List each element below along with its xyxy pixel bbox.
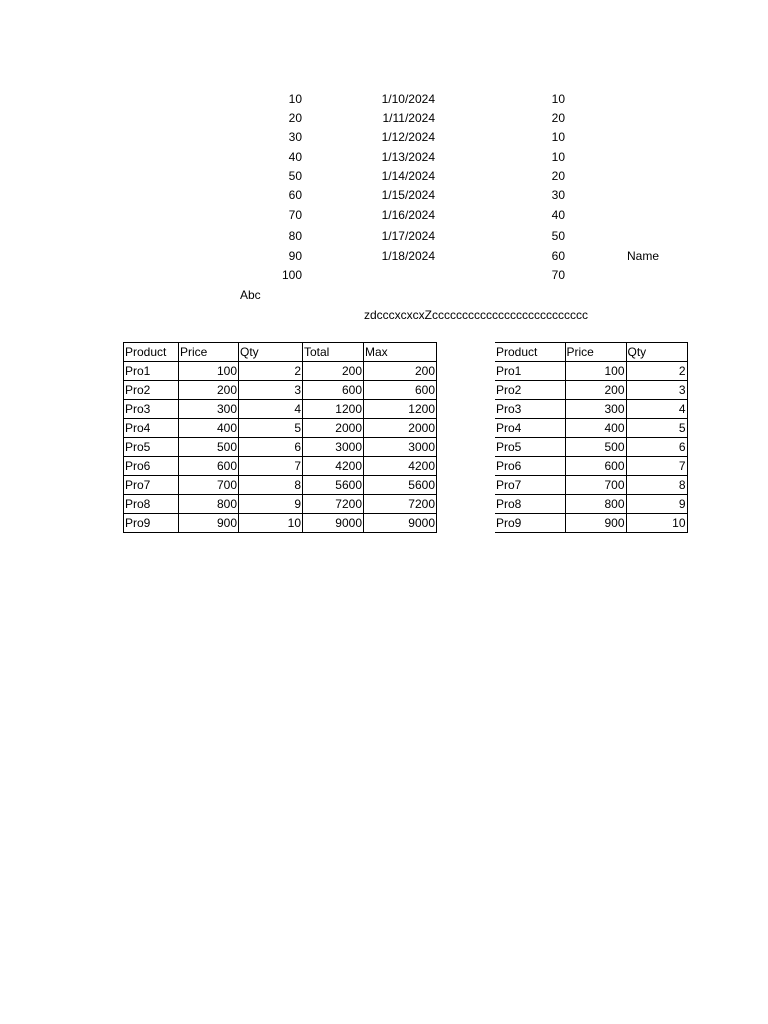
date-cell: 1/12/2024 — [381, 130, 435, 144]
table-cell: 1200 — [303, 400, 364, 419]
table-cell: Pro2 — [124, 381, 179, 400]
date-cell: 1/14/2024 — [381, 169, 435, 183]
table2-header-cell: Qty — [626, 343, 687, 362]
table-cell: 500 — [179, 438, 239, 457]
table-row — [495, 495, 687, 514]
table-cell: Pro1 — [124, 362, 179, 381]
table-cell: 6 — [626, 438, 687, 457]
cell-c4: 10 — [551, 150, 565, 164]
table-cell: 600 — [364, 381, 437, 400]
cell-a7: 70 — [288, 208, 302, 222]
table-row — [495, 419, 687, 438]
cell-c1: 10 — [551, 92, 565, 106]
cell-c2: 20 — [551, 111, 565, 125]
table-cell: 3000 — [303, 438, 364, 457]
cell-a5: 50 — [288, 169, 302, 183]
table-row — [124, 419, 437, 438]
table-cell: 5 — [239, 419, 303, 438]
table-cell: 600 — [303, 381, 364, 400]
table-cell: 900 — [565, 514, 626, 533]
table-cell: 9000 — [364, 514, 437, 533]
table-cell: 400 — [565, 419, 626, 438]
table1-header-cell: Qty — [239, 343, 303, 362]
table-cell: 2000 — [303, 419, 364, 438]
table-cell: 5600 — [364, 476, 437, 495]
table-cell: 7 — [626, 457, 687, 476]
table-cell: Pro9 — [124, 514, 179, 533]
table-cell: 9000 — [303, 514, 364, 533]
cell-a4: 40 — [288, 150, 302, 164]
cell-c3: 10 — [551, 130, 565, 144]
table-cell: Pro4 — [124, 419, 179, 438]
table-row — [124, 457, 437, 476]
table-cell: Pro2 — [495, 381, 565, 400]
date-cell: 1/17/2024 — [381, 229, 435, 243]
product-table-1 — [123, 342, 437, 533]
table-row — [495, 381, 687, 400]
table-cell: 100 — [179, 362, 239, 381]
cell-a8: 80 — [288, 229, 302, 243]
table-cell: 600 — [565, 457, 626, 476]
table-cell: 200 — [364, 362, 437, 381]
table-cell: 300 — [565, 400, 626, 419]
table-row — [124, 438, 437, 457]
date-cell: 1/11/2024 — [382, 111, 435, 125]
table-cell: Pro5 — [495, 438, 565, 457]
table-row — [124, 362, 437, 381]
cell-c8: 50 — [551, 229, 565, 243]
table-cell: Pro4 — [495, 419, 565, 438]
table-cell: Pro7 — [124, 476, 179, 495]
table2-header-cell: Product — [495, 343, 565, 362]
table-cell: 10 — [239, 514, 303, 533]
table-cell: 7200 — [303, 495, 364, 514]
table1-header-cell: Product — [124, 343, 179, 362]
cell-c10: 70 — [551, 268, 565, 282]
table-row — [124, 400, 437, 419]
table-cell: 5 — [626, 419, 687, 438]
table-cell: 900 — [179, 514, 239, 533]
table-cell: 2 — [239, 362, 303, 381]
table-cell: 9 — [626, 495, 687, 514]
cell-c6: 30 — [551, 188, 565, 202]
date-cell: 1/10/2024 — [381, 92, 435, 106]
table-cell: 1200 — [364, 400, 437, 419]
table-cell: 4200 — [303, 457, 364, 476]
table1-header-row — [124, 343, 437, 362]
table-cell: 300 — [179, 400, 239, 419]
table-row — [495, 400, 687, 419]
date-cell: 1/13/2024 — [381, 150, 435, 164]
table-cell: 9 — [239, 495, 303, 514]
table2-header-cell: Price — [565, 343, 626, 362]
table-cell: 200 — [565, 381, 626, 400]
table-cell: Pro9 — [495, 514, 565, 533]
table-cell: 200 — [303, 362, 364, 381]
table-cell: 3000 — [364, 438, 437, 457]
abc-label: Abc — [240, 288, 261, 302]
table-row — [124, 514, 437, 533]
cell-c5: 20 — [551, 169, 565, 183]
cell-a2: 20 — [288, 111, 302, 125]
table-row — [124, 476, 437, 495]
table-cell: 7 — [239, 457, 303, 476]
table-cell: 100 — [565, 362, 626, 381]
table-row — [495, 438, 687, 457]
table-cell: Pro5 — [124, 438, 179, 457]
cell-a3: 30 — [288, 130, 302, 144]
table-row — [495, 476, 687, 495]
table-cell: Pro7 — [495, 476, 565, 495]
table-cell: 2000 — [364, 419, 437, 438]
table-cell: 10 — [626, 514, 687, 533]
table-cell: 3 — [626, 381, 687, 400]
table-cell: 400 — [179, 419, 239, 438]
long-text: zdcccxcxcxZcccccccccccccccccccccccccc — [364, 308, 589, 322]
table-cell: 5600 — [303, 476, 364, 495]
table-cell: 600 — [179, 457, 239, 476]
table-cell: 200 — [179, 381, 239, 400]
table-cell: 8 — [626, 476, 687, 495]
table-cell: Pro8 — [495, 495, 565, 514]
table-cell: 6 — [239, 438, 303, 457]
table-cell: Pro6 — [495, 457, 565, 476]
cell-a1: 10 — [288, 92, 302, 106]
table-cell: Pro3 — [495, 400, 565, 419]
table1-header-cell: Max — [364, 343, 437, 362]
table-cell: 4200 — [364, 457, 437, 476]
product-table-2 — [495, 342, 688, 533]
table-cell: Pro3 — [124, 400, 179, 419]
date-cell: 1/15/2024 — [381, 188, 435, 202]
cell-a9: 90 — [288, 249, 302, 263]
table-cell: Pro8 — [124, 495, 179, 514]
cell-c9: 60 — [551, 249, 565, 263]
table-cell: 8 — [239, 476, 303, 495]
table1-header-cell: Price — [179, 343, 239, 362]
date-cell: 1/18/2024 — [381, 249, 435, 263]
table2-header-row — [495, 343, 687, 362]
table-row — [124, 495, 437, 514]
table-row — [124, 381, 437, 400]
date-cell: 1/16/2024 — [381, 208, 435, 222]
table-cell: Pro1 — [495, 362, 565, 381]
table-row — [495, 362, 687, 381]
cell-c7: 40 — [551, 208, 565, 222]
table-cell: 2 — [626, 362, 687, 381]
name-label: Name — [627, 249, 660, 263]
table-cell: 800 — [179, 495, 239, 514]
table-cell: 3 — [239, 381, 303, 400]
table-cell: 800 — [565, 495, 626, 514]
table-cell: Pro6 — [124, 457, 179, 476]
table-cell: 4 — [626, 400, 687, 419]
cell-a6: 60 — [288, 188, 302, 202]
table1-header-cell: Total — [303, 343, 364, 362]
cell-a10: 100 — [281, 268, 302, 282]
table-cell: 700 — [179, 476, 239, 495]
table-cell: 4 — [239, 400, 303, 419]
table-row — [495, 457, 687, 476]
table-cell: 7200 — [364, 495, 437, 514]
table-row — [495, 514, 687, 533]
table-cell: 500 — [565, 438, 626, 457]
table-cell: 700 — [565, 476, 626, 495]
